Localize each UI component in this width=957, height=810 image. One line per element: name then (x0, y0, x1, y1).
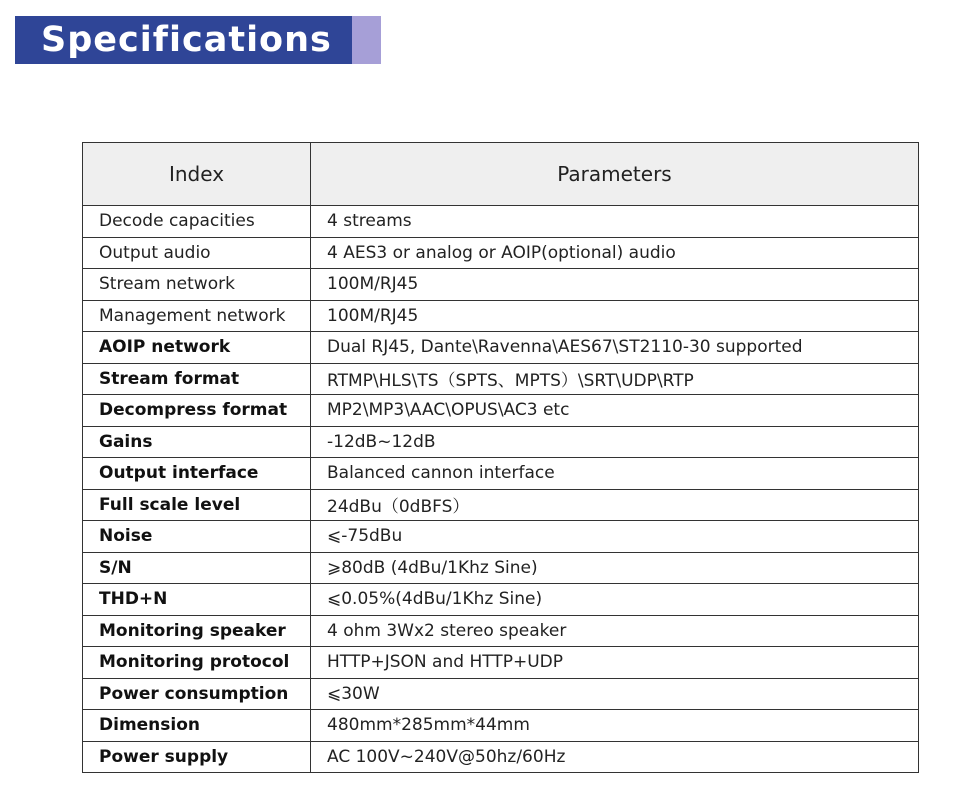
index-cell: Stream network (83, 269, 311, 301)
index-cell: Output audio (83, 237, 311, 269)
title-accent-block (352, 16, 381, 64)
specifications-table (82, 142, 919, 773)
table-row (83, 426, 919, 458)
table-row (83, 678, 919, 710)
index-cell: THD+N (83, 584, 311, 616)
table-row (83, 458, 919, 490)
table-row (83, 395, 919, 427)
table-row (83, 615, 919, 647)
index-cell: Noise (83, 521, 311, 553)
page-title: Specifications (41, 20, 332, 60)
parameter-cell: Dual RJ45, Dante\Ravenna\AES67\ST2110-30 supported (311, 332, 919, 364)
parameter-cell: 24dBu（0dBFS） (311, 489, 919, 521)
parameter-cell: AC 100V~240V@50hz/60Hz (311, 741, 919, 773)
index-cell: Monitoring protocol (83, 647, 311, 679)
index-cell: Output interface (83, 458, 311, 490)
parameter-cell: 4 streams (311, 206, 919, 238)
table-row (83, 647, 919, 679)
index-cell: S/N (83, 552, 311, 584)
table-row (83, 489, 919, 521)
index-cell: Full scale level (83, 489, 311, 521)
parameter-cell: MP2\MP3\AAC\OPUS\AC3 etc (311, 395, 919, 427)
table-row (83, 206, 919, 238)
column-header-index: Index (83, 143, 311, 206)
table-row (83, 300, 919, 332)
index-cell: Management network (83, 300, 311, 332)
table-row (83, 237, 919, 269)
index-cell: Decompress format (83, 395, 311, 427)
parameter-cell: Balanced cannon interface (311, 458, 919, 490)
table-header-row (83, 143, 919, 206)
parameter-cell: HTTP+JSON and HTTP+UDP (311, 647, 919, 679)
table-row (83, 741, 919, 773)
title-banner (15, 16, 381, 64)
column-header-parameters: Parameters (311, 143, 919, 206)
parameter-cell: 100M/RJ45 (311, 269, 919, 301)
parameter-cell: ⩾80dB (4dBu/1Khz Sine) (311, 552, 919, 584)
table-row (83, 521, 919, 553)
index-cell: Decode capacities (83, 206, 311, 238)
index-cell: Power consumption (83, 678, 311, 710)
parameter-cell: ⩽0.05%(4dBu/1Khz Sine) (311, 584, 919, 616)
table-row (83, 710, 919, 742)
parameter-cell: 480mm*285mm*44mm (311, 710, 919, 742)
parameter-cell: 100M/RJ45 (311, 300, 919, 332)
parameter-cell: RTMP\HLS\TS（SPTS、MPTS）\SRT\UDP\RTP (311, 363, 919, 395)
table-body (83, 206, 919, 773)
index-cell: Power supply (83, 741, 311, 773)
table-row (83, 332, 919, 364)
index-cell: Monitoring speaker (83, 615, 311, 647)
parameter-cell: 4 ohm 3Wx2 stereo speaker (311, 615, 919, 647)
parameter-cell: ⩽30W (311, 678, 919, 710)
table-row (83, 552, 919, 584)
table-row (83, 584, 919, 616)
table-row (83, 363, 919, 395)
index-cell: Dimension (83, 710, 311, 742)
table-row (83, 269, 919, 301)
index-cell: AOIP network (83, 332, 311, 364)
index-cell: Gains (83, 426, 311, 458)
index-cell: Stream format (83, 363, 311, 395)
parameter-cell: 4 AES3 or analog or AOIP(optional) audio (311, 237, 919, 269)
parameter-cell: ⩽-75dBu (311, 521, 919, 553)
parameter-cell: -12dB~12dB (311, 426, 919, 458)
